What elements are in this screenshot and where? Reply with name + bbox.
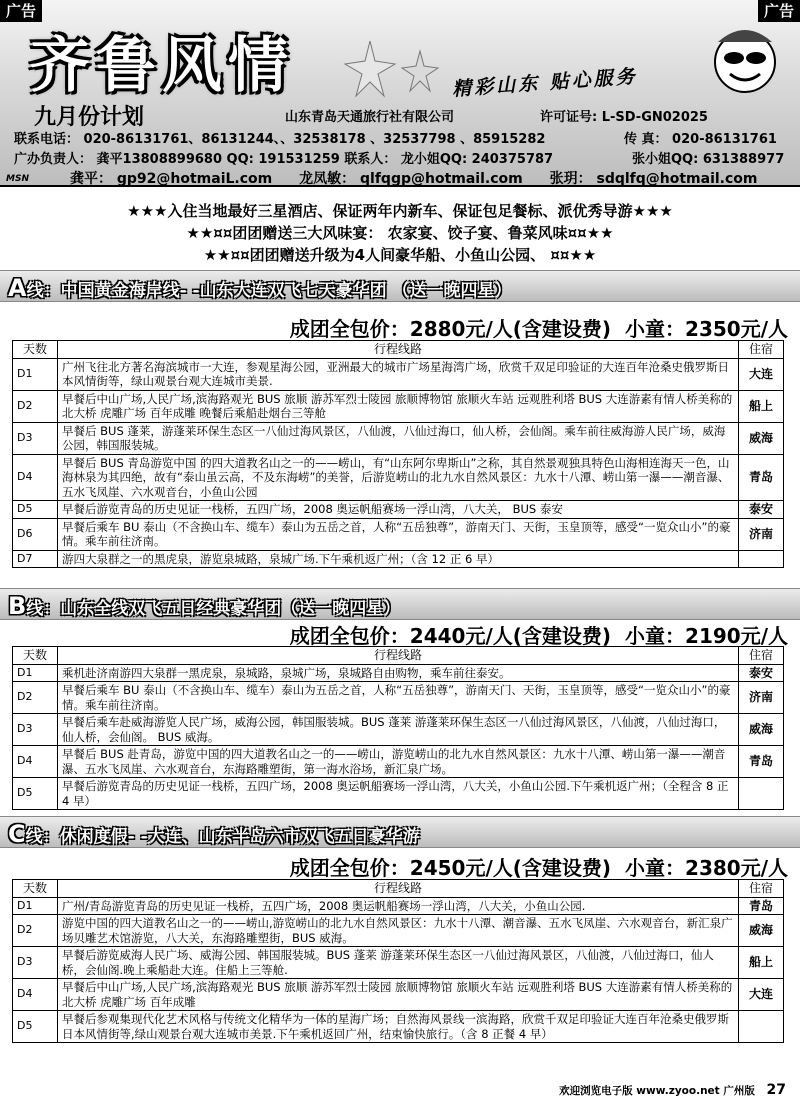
table-header-row (13, 341, 784, 359)
ad-label-right: 广告 (758, 0, 800, 22)
table-row (13, 947, 784, 979)
route-cell: 早餐后乘车 BU 泰山（不含换山车、缆车）泰山为五岳之首，人称“五岳独尊”，游南天门、天街，玉皇顶等，感受“一览众山小”的豪情。乘车前往济南。 (58, 518, 739, 550)
line-a-letter: A (8, 274, 27, 302)
footer-edition: 广州版 (723, 1085, 755, 1097)
decorative-stars-icon (340, 36, 460, 106)
line-a-adult-price: 成团全包价：2880元/人(含建设费) (289, 317, 612, 341)
col-day: 天数 (13, 647, 58, 665)
table-row (13, 915, 784, 947)
route-cell: 早餐后参观集现代化艺术风格与传统文化精华为一体的星海广场；自然海风景线一滨海路，欣赏千双足印验证大连百年沧桑史俄罗斯日本风情街等,绿山观景台观大连城市美景.下午乘机返回广州，结束愉快旅行。（含 8 正餐 4 早） (58, 1011, 739, 1043)
table-row (13, 454, 784, 501)
day-cell: D2 (13, 682, 58, 714)
route-cell: 游览中国的四大道教名山之一的——崂山,游览崂山的北九水自然风景区：九水十八潭、潮音瀑、五水飞凤崖、六水观音台，新汇泉广场贝雕艺术馆游览，八大关，东海路雕塑街，BUS 威海。 (58, 915, 739, 947)
stay-cell: 青岛 (739, 897, 784, 915)
line-b-price (290, 620, 788, 649)
route-cell: 早餐后游览威海人民广场、威海公园、韩国服装城。BUS 蓬莱 游蓬莱环保生态区一八仙过海风景区，八仙渡，八仙过海口，仙人桥，会仙阁.晚上乘船赴大连。住船上三等舱. (58, 947, 739, 979)
stay-cell: 船上 (739, 947, 784, 979)
promo-line: ★★★入住当地最好三星酒店、保证两年内新车、保证包足餐标、派优秀导游★★★ (127, 202, 673, 220)
table-row (13, 746, 784, 778)
day-cell: D1 (13, 358, 58, 390)
promo-line: ★★¤¤团团赠送升级为4人间豪华船、小鱼山公园、 ¤¤★★ (203, 246, 597, 264)
route-cell: 早餐后 BUS 蓬莱，游蓬莱环保生态区一八仙过海风景区，八仙渡，八仙过海口，仙人桥，会仙阁。乘车前往威海游人民广场，威海公园，韩国服装城。 (58, 422, 739, 454)
route-cell: 早餐后乘车 BU 泰山（不含换山车、缆车）泰山为五岳之首，人称“五岳独尊”，游南天门、天街，玉皇顶等，感受“一览众山小”的豪情。乘车前往济南。 (58, 682, 739, 714)
table-row (13, 422, 784, 454)
col-route: 行程线路 (58, 647, 739, 665)
day-cell: D4 (13, 746, 58, 778)
promo-block (0, 200, 800, 266)
col-stay: 住宿 (739, 880, 784, 898)
table-row (13, 664, 784, 682)
table-row (13, 714, 784, 746)
company-name: 山东青岛天通旅行社有限公司 (285, 110, 455, 125)
route-cell: 早餐后 BUS 青岛游览中国 的四大道教名山之一的——崂山，有“山东阿尔卑斯山”之称，其自然景观独具特色山海相连海天一色，山海林泉为其四绝，故有“泰山虽云高，不及东海崂”的美誉，后游览崂山的北九水自然风景区：九水十八潭、崂山第一瀑——潮音瀑、五水飞凤崖、六水观音台，小鱼山公园 (58, 454, 739, 501)
day-cell: D3 (13, 947, 58, 979)
col-day: 天数 (13, 341, 58, 359)
line-b-title: 线：山东全线双飞五日经典豪华团（送一晚四星） (26, 599, 401, 619)
col-stay: 住宿 (739, 647, 784, 665)
page-footer (559, 1082, 786, 1098)
table-header-row (13, 647, 784, 665)
email-gongping[interactable]: 龚平： gp92@hotmaiL.com (70, 171, 273, 187)
stay-cell: 青岛 (739, 454, 784, 501)
day-cell: D3 (13, 422, 58, 454)
route-cell: 早餐后 BUS 赴青岛，游览中国的四大道教名山之一的——崂山，游览崂山的北九水自然风景区：九水十八潭、崂山第一瀑——潮音瀑、五水飞凤崖、六水观音台，东海路雕塑街，第一海水浴场，新汇泉广场。 (58, 746, 739, 778)
table-row (13, 778, 784, 810)
line-c-price (290, 852, 788, 881)
promo-line: ★★¤¤团团赠送三大风味宴： 农家宴、饺子宴、鲁菜风味¤¤★★ (186, 224, 614, 242)
route-cell: 早餐后中山广场,人民广场,滨海路观光 BUS 旅顺 游苏军烈士陵园 旅顺博物馆 旅顺火车站 远观胜利塔 BUS 大连游素有情人桥美称的北大桥 虎雕广场 百年成雕 (58, 979, 739, 1011)
col-stay: 住宿 (739, 341, 784, 359)
header-banner (0, 0, 800, 187)
day-cell: D5 (13, 501, 58, 519)
stay-cell (739, 550, 784, 568)
col-route: 行程线路 (58, 880, 739, 898)
line-c-letter: C (8, 820, 26, 848)
msn-logo: MSN (6, 174, 29, 184)
manager-line (14, 148, 785, 167)
ad-label-left: 广告 (0, 0, 42, 22)
route-cell: 游四大泉群之一的黑虎泉，游览泉城路，泉城广场.下午乘机返广州；（含 12 正 6 早） (58, 550, 739, 568)
line-c-title: 线：休闲度假- -大连、山东半岛六市双飞五日豪华游 (25, 827, 420, 847)
day-cell: D1 (13, 664, 58, 682)
table-row (13, 501, 784, 519)
stay-cell: 济南 (739, 682, 784, 714)
route-cell: 早餐后中山广场,人民广场,滨海路观光 BUS 旅顺 游苏军烈士陵园 旅顺博物馆 旅顺火车站 远观胜利塔 BUS 大连游素有情人桥美称的北大桥 虎雕广场 百年成雕 晚餐后乘船赴烟台三等舱 (58, 390, 739, 422)
stay-cell: 威海 (739, 714, 784, 746)
day-cell: D7 (13, 550, 58, 568)
phone-line (14, 128, 777, 147)
line-a-child-price: 小童：2350元/人 (625, 317, 788, 341)
route-cell: 早餐后游览青岛的历史见证一栈桥，五四广场，2008 奥运帆船赛场一浮山湾，八大关，小鱼山公园.下午乘机返广州；（全程含 8 正 4 早） (58, 778, 739, 810)
stay-cell: 大连 (739, 979, 784, 1011)
day-cell: D6 (13, 518, 58, 550)
line-c-title-bar (0, 816, 800, 848)
page-number: 27 (766, 1082, 786, 1098)
line-c-itinerary-table (12, 879, 784, 1043)
license-number: 许可证号: L-SD-GN02025 (540, 110, 708, 125)
stay-cell: 船上 (739, 390, 784, 422)
mascot-icon (704, 18, 786, 100)
table-row (13, 550, 784, 568)
day-cell: D4 (13, 454, 58, 501)
slogan: 精彩山东 贴心服务 (451, 65, 639, 101)
day-cell: D2 (13, 390, 58, 422)
line-b-adult-price: 成团全包价：2440元/人(含建设费) (289, 624, 612, 648)
line-c-child-price: 小童：2380元/人 (625, 856, 788, 880)
col-route: 行程线路 (58, 341, 739, 359)
email-longfengmin[interactable]: 龙凤敏： qlfqgp@hotmail.com (299, 171, 523, 187)
stay-cell: 济南 (739, 518, 784, 550)
stay-cell (739, 778, 784, 810)
stay-cell: 威海 (739, 915, 784, 947)
day-cell: D4 (13, 979, 58, 1011)
stay-cell (739, 1011, 784, 1043)
email-line (70, 168, 780, 188)
stay-cell: 威海 (739, 422, 784, 454)
table-row (13, 358, 784, 390)
fax-number: 传 真： 020-86131761 (624, 132, 777, 147)
table-header-row (13, 880, 784, 898)
line-b-itinerary-table (12, 646, 784, 810)
table-row (13, 897, 784, 915)
day-cell: D3 (13, 714, 58, 746)
line-b-child-price: 小童：2190元/人 (625, 624, 788, 648)
line-a-title: 线：中国黄金海岸线- -山东大连双飞七天豪华团 （送一晚四星） (26, 281, 512, 301)
stay-cell: 大连 (739, 358, 784, 390)
stay-cell: 泰安 (739, 664, 784, 682)
manager-contact: 广办负责人： 龚平13808899680 QQ: 191531259 联系人： 龙小姐QQ: 240375787 (14, 152, 554, 167)
route-cell: 早餐后游览青岛的历史见证一栈桥，五四广场，2008 奥运帆船赛场一浮山湾，八大关， BUS 泰安 (58, 501, 739, 519)
route-cell: 乘机赴济南游四大泉群一黑虎泉，泉城路，泉城广场，泉城路自由购物，乘车前往泰安。 (58, 664, 739, 682)
line-a-itinerary-table (12, 340, 784, 568)
email-zhangyue[interactable]: 张玥： sdqlfq@hotmail.com (549, 171, 758, 187)
line-a-title-bar (0, 270, 800, 302)
route-cell: 广州飞往北方著名海滨城市一大连，参观星海公园，亚洲最大的城市广场星海湾广场，欣赏千双足印验证的大连百年沧桑史俄罗斯日本风情街等，绿山观景台观大连城市美景. (58, 358, 739, 390)
route-cell: 早餐后乘车赴威海游览人民广场，威海公园，韩国服装城。BUS 蓬莱 游蓬莱环保生态区一八仙过海风景区，八仙渡，八仙过海口，仙人桥，会仙阁。 BUS 威海。 (58, 714, 739, 746)
day-cell: D5 (13, 1011, 58, 1043)
day-cell: D2 (13, 915, 58, 947)
footer-site[interactable]: 欢迎浏览电子版 www.zyoo.net (559, 1085, 720, 1097)
table-row (13, 1011, 784, 1043)
day-cell: D5 (13, 778, 58, 810)
table-row (13, 682, 784, 714)
line-a-price (290, 313, 788, 342)
col-day: 天数 (13, 880, 58, 898)
day-cell: D1 (13, 897, 58, 915)
line-b-title-bar (0, 588, 800, 620)
plan-title: 九月份计划 (34, 105, 145, 130)
brand-logo: 齐鲁风情 (30, 31, 294, 101)
stay-cell: 青岛 (739, 746, 784, 778)
stay-cell: 泰安 (739, 501, 784, 519)
route-cell: 广州/青岛游览青岛的历史见证一栈桥，五四广场，2008 奥运帆船赛场一浮山湾，八大关，小鱼山公园. (58, 897, 739, 915)
table-row (13, 979, 784, 1011)
table-row (13, 518, 784, 550)
contact-zhang: 张小姐QQ: 631388977 (632, 152, 785, 167)
phone-numbers: 联系电话： 020-86131761、86131244、、32538178 、32537798 、85915282 (14, 132, 546, 147)
line-c-adult-price: 成团全包价：2450元/人(含建设费) (289, 856, 612, 880)
table-row (13, 390, 784, 422)
line-b-letter: B (8, 592, 27, 620)
